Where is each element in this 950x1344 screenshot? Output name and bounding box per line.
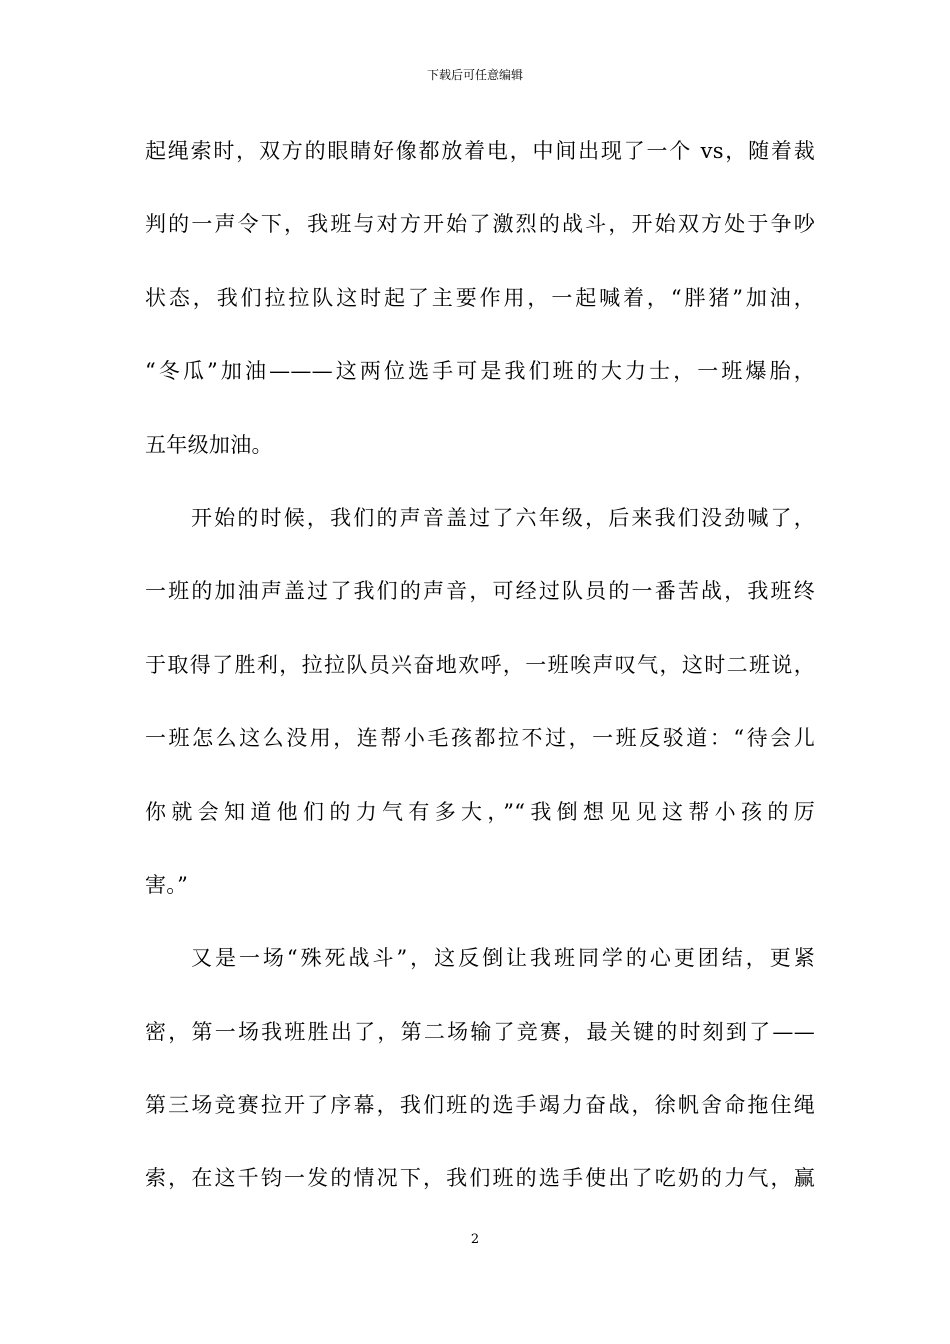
page-number: 2 (470, 1232, 480, 1247)
text-line: 于取得了胜利，拉拉队员兴奋地欢呼，一班唉声叹气，这时二班说， (145, 652, 815, 677)
text-line: 一班怎么这么没用，连帮小毛孩都拉不过，一班反驳道：“待会儿 (145, 726, 815, 751)
text-line: 你就会知道他们的力气有多大，”“我倒想见见这帮小孩的厉 (145, 799, 815, 824)
text-line: “冬瓜”加油———这两位选手可是我们班的大力士，一班爆胎， (145, 359, 815, 384)
text-line: 状态，我们拉拉队这时起了主要作用，一起喊着，“胖猪”加油， (145, 285, 815, 310)
paragraph-start-line: 开始的时候，我们的声音盖过了六年级，后来我们没劲喊了， (191, 505, 815, 530)
text-line: 五年级加油。 (145, 432, 273, 457)
page-header: 下载后可任意编辑 (426, 68, 523, 82)
text-line: 密，第一场我班胜出了，第二场输了竞赛，最关键的时刻到了—— (145, 1019, 815, 1044)
text-line: 害。” (145, 872, 189, 897)
text-line: 第三场竞赛拉开了序幕，我们班的选手竭力奋战，徐帆舍命拖住绳 (145, 1093, 815, 1118)
text-line: 判的一声令下，我班与对方开始了激烈的战斗，开始双方处于争吵 (145, 212, 815, 237)
text-line: 一班的加油声盖过了我们的声音，可经过队员的一番苦战，我班终 (145, 579, 815, 604)
text-line: 索，在这千钧一发的情况下，我们班的选手使出了吃奶的力气，赢 (145, 1166, 815, 1191)
document-body (145, 131, 815, 1232)
text-line: 起绳索时，双方的眼睛好像都放着电，中间出现了一个 vs，随着裁 (145, 139, 815, 163)
paragraph-start-line: 又是一场“殊死战斗”，这反倒让我班同学的心更团结，更紧 (191, 946, 815, 971)
